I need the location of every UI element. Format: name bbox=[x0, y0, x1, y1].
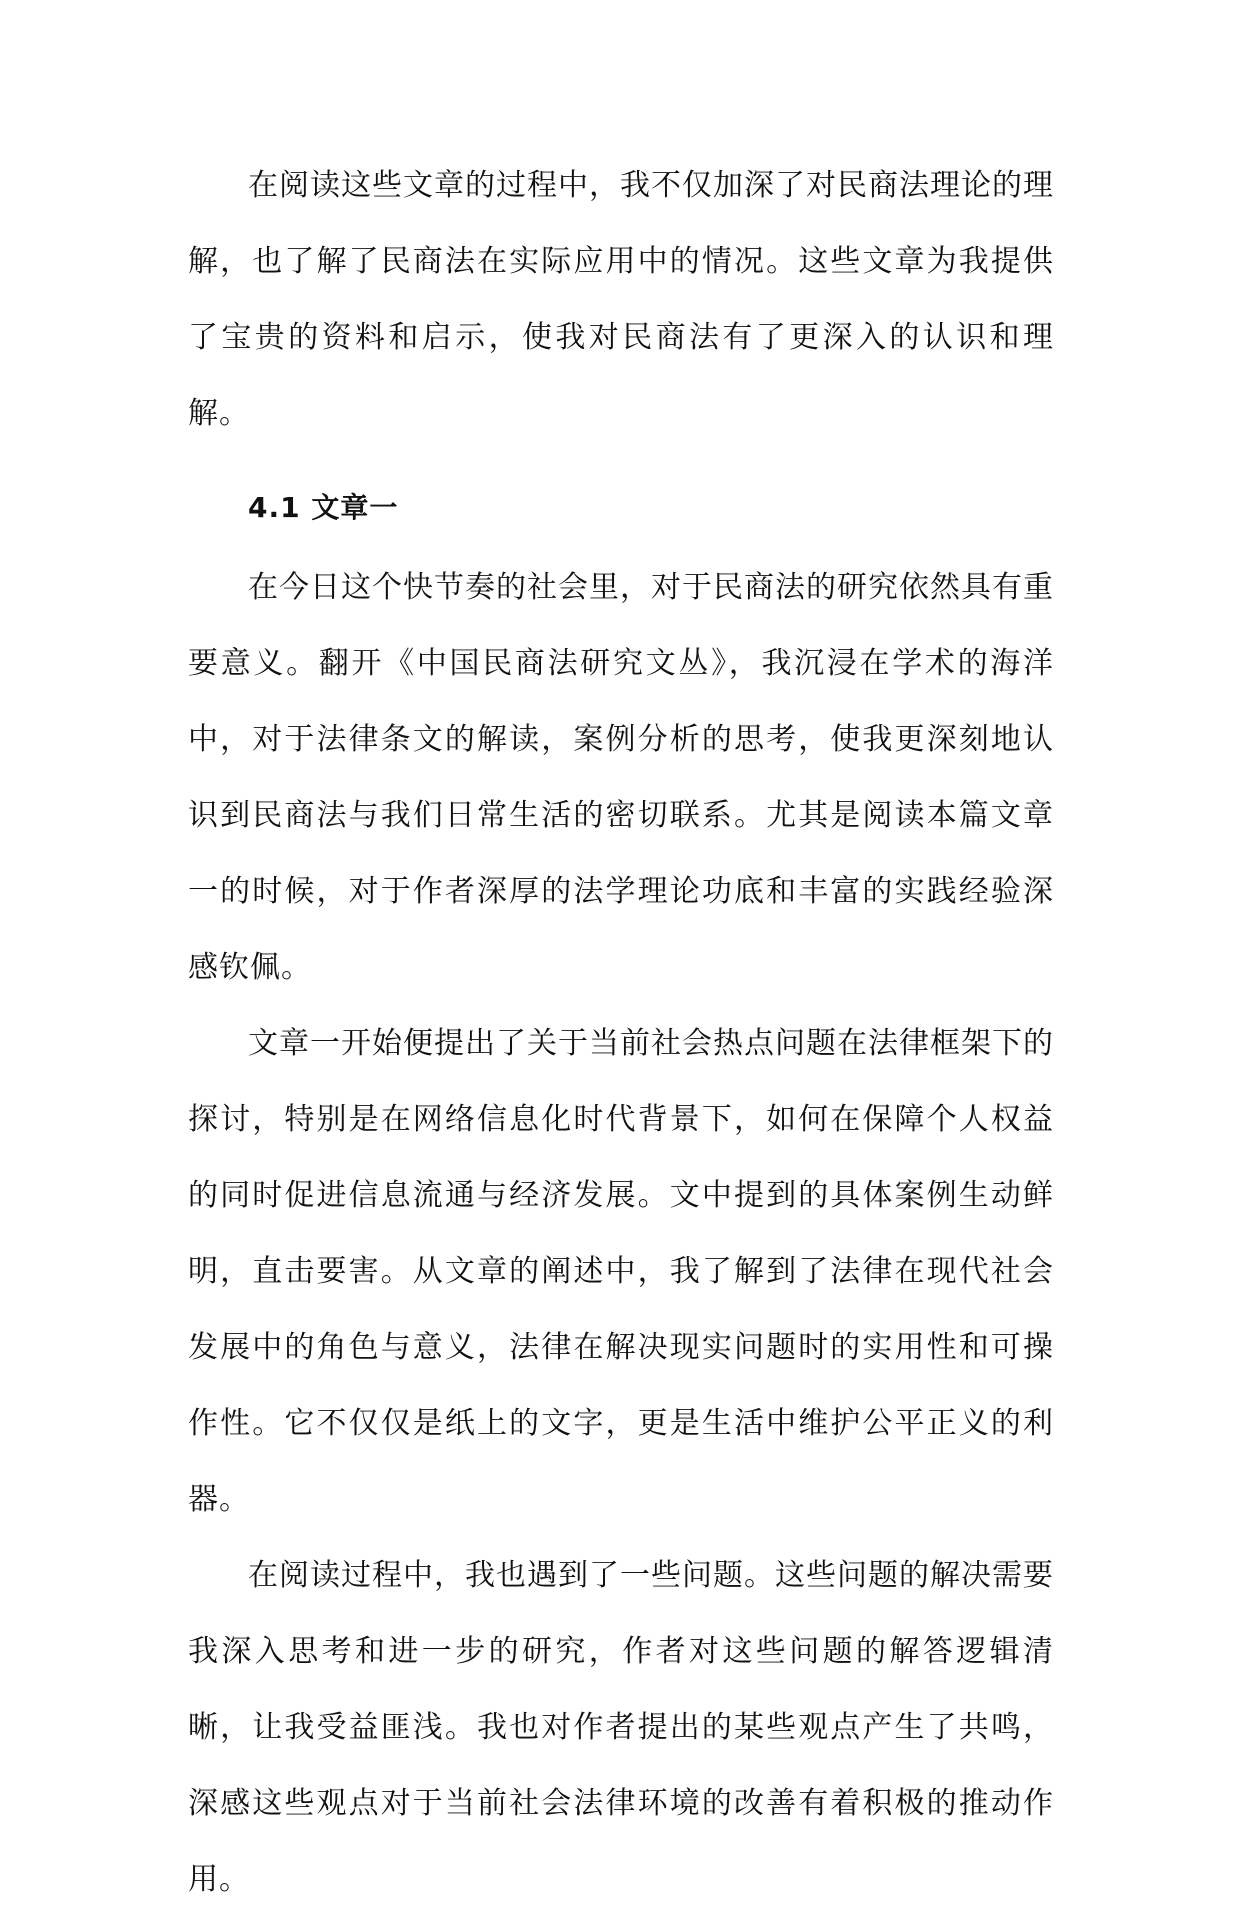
section-heading: 4.1 文章一 bbox=[248, 491, 399, 524]
body-paragraph-2: 文章一开始便提出了关于当前社会热点问题在法律框架下的探讨，特别是在网络信息化时代背景下，如何在保障个人权益的同时促进信息流通与经济发展。文中提到的具体案例生动鲜明，直击要害。从文章的阐述中，我了解到了法律在现代社会发展中的角色与意义，法律在解决现实问题时的实用性和可操作性。它不仅仅是纸上的文字，更是生活中维护公平正义的利器。 bbox=[188, 1026, 1054, 1517]
page-content bbox=[188, 148, 1054, 1918]
body-paragraph-1: 在今日这个快节奏的社会里，对于民商法的研究依然具有重要意义。翻开《中国民商法研究文丛》，我沉浸在学术的海洋中，对于法律条文的解读，案例分析的思考，使我更深刻地认识到民商法与我们日常生活的密切联系。尤其是阅读本篇文章一的时候，对于作者深厚的法学理论功底和丰富的实践经验深感钦佩。 bbox=[188, 570, 1054, 985]
body-paragraph-3: 在阅读过程中，我也遇到了一些问题。这些问题的解决需要我深入思考和进一步的研究，作者对这些问题的解答逻辑清晰，让我受益匪浅。我也对作者提出的某些观点产生了共鸣，深感这些观点对于当前社会法律环境的改善有着积极的推动作用。 bbox=[188, 1558, 1054, 1897]
intro-paragraph: 在阅读这些文章的过程中，我不仅加深了对民商法理论的理解，也了解了民商法在实际应用中的情况。这些文章为我提供了宝贵的资料和启示，使我对民商法有了更深入的认识和理解。 bbox=[188, 168, 1054, 431]
